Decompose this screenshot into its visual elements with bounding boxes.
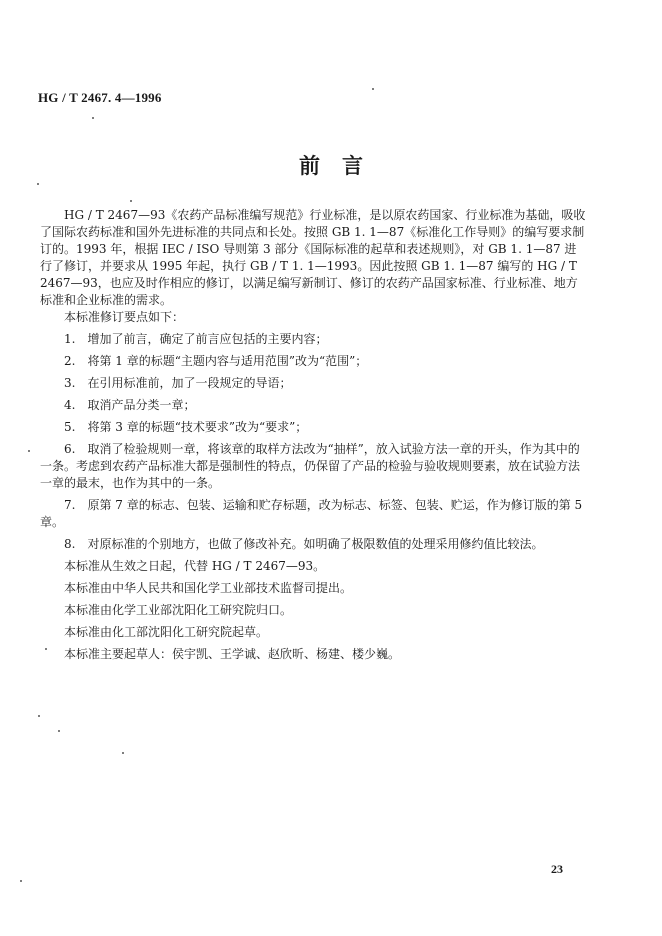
revision-item-3: 3. 在引用标准前，加了一段规定的导语； (64, 376, 292, 390)
scan-speck (92, 117, 94, 119)
closing-line-2: 本标准由中华人民共和国化学工业部技术监督司提出。 (64, 581, 353, 595)
closing-line-5: 本标准主要起草人：侯宇凯、王学诚、赵欣昕、杨建、楼少巍。 (64, 647, 401, 661)
scan-speck (28, 450, 30, 452)
scan-speck (45, 648, 47, 650)
scan-speck (38, 715, 40, 717)
scan-speck (130, 200, 132, 202)
revision-item-8: 8. 对原标准的个别地方，也做了修改补充。如明确了极限数值的处理采用修约值比较法。 (64, 537, 544, 551)
standard-code: HG / T 2467. 4—1996 (38, 90, 162, 105)
scan-speck (20, 880, 22, 882)
revision-item-6: 6. 取消了检验规则一章，将该章的取样方法改为“抽样”，放入试验方法一章的开头，作为其中的一条。考虑到农药产品标准大都是强制性的特点，仍保留了产品的检验与验收规则要素，放在试验方法一章的最末，也作为其中的一条。 (40, 442, 581, 490)
closing-line-3: 本标准由化学工业部沈阳化工研究院归口。 (64, 603, 293, 617)
page-title: 前言 (299, 153, 385, 178)
closing-line-1: 本标准从生效之日起，代替 HG / T 2467—93。 (64, 559, 326, 573)
scan-speck (58, 730, 60, 732)
intro-paragraph: HG / T 2467—93《农药产品标准编写规范》行业标准，是以原农药国家、行业标准为基础，吸收了国际农药标准和国外先进标准的共同点和长处。按照 GB 1. 1—87《标准化工作导则》的编写要求制订的。1993 年，根据 IEC / ISO 导则第 3 部分《国际标准的起草和表述规则》，对 GB 1. 1—87 进行了修订，并要求从 1995 年起，执行 GB / T 1. 1—1993。因此按照 GB 1. 1—87 编写的 HG / T 2467—93，也应及时作相应的修订，以满足编写新制订、修订的农药产品国家标准、行业标准、地方标准和企业标准的需求。 (40, 208, 586, 307)
preface-body (40, 207, 588, 663)
closing-line-4: 本标准由化工部沈阳化工研究院起草。 (64, 625, 269, 639)
revision-item-2: 2. 将第 1 章的标题“主题内容与适用范围”改为“范围”； (64, 354, 368, 368)
scan-speck (122, 752, 124, 754)
revision-item-7: 7. 原第 7 章的标志、包装、运输和贮存标题，改为标志、标签、包装、贮运，作为修订版的第 5 章。 (40, 498, 583, 529)
revision-lead: 本标准修订要点如下： (64, 310, 185, 324)
scan-speck (37, 183, 39, 185)
revision-item-5: 5. 将第 3 章的标题“技术要求”改为“要求”； (64, 420, 308, 434)
revision-item-1: 1. 增加了前言，确定了前言应包括的主要内容； (64, 332, 328, 346)
scan-speck (372, 88, 374, 90)
revision-item-4: 4. 取消产品分类一章； (64, 398, 196, 412)
page-number: 23 (551, 862, 563, 876)
